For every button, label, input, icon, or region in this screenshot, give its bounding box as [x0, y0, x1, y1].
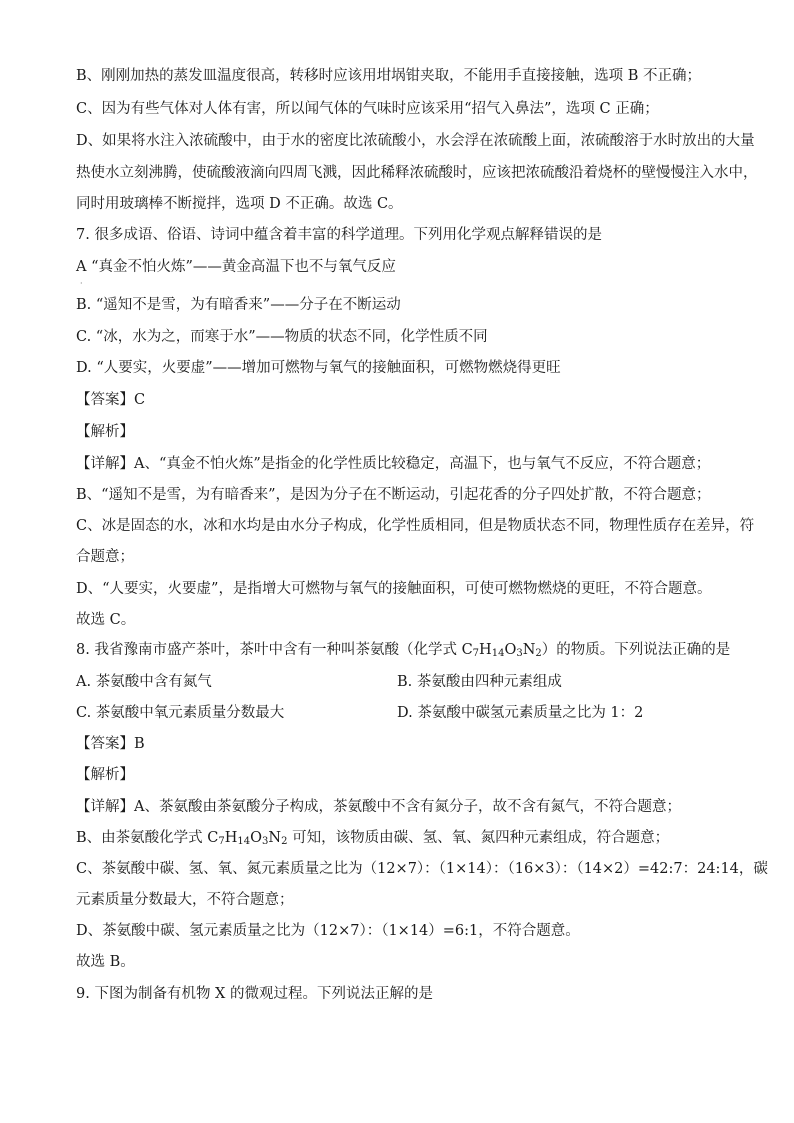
detail-line: C、冰是固态的水，冰和水均是由水分子构成，化学性质相同，但是物质状态不同，物理性质存在差异，符	[76, 518, 755, 534]
answer-8	[76, 734, 145, 754]
option-8c: C. 茶氨酸中氧元素质量分数最大	[76, 705, 285, 721]
detail-line: D、茶氨酸中碳、氢元素质量之比为（12×7）：（1×14）=6:1，不符合题意。	[76, 923, 580, 939]
answer-value: C	[134, 392, 146, 408]
detail-line: 故选 C。	[76, 612, 136, 628]
question-7: 7. 很多成语、俗语、诗词中蕴含着丰富的科学道理。下列用化学观点解释错误的是	[76, 227, 602, 243]
detail-text: B、由茶氨酸化学式	[76, 830, 208, 846]
detail-line: D、“人要实，火要虚”，是指增大可燃物与氧气的接触面积，可使可燃物燃烧的更旺，不符合题意。	[76, 581, 712, 597]
chemical-formula: $C_7H_{14}O_3N_2$	[461, 642, 542, 659]
text-line: 同时用玻璃棒不断搅拌，选项 D 不正确。故选 C。	[76, 196, 403, 212]
detail-line: 合题意；	[76, 549, 134, 565]
detail-line: B、“遥知不是雪，为有暗香来”，是因为分子在不断运动，引起花香的分子四处扩散，不符合题意；	[76, 487, 711, 503]
option-8a: A. 茶氨酸中含有氮气	[76, 674, 212, 690]
detail-line: 【详解】A、茶氨酸由茶氨酸分子构成，茶氨酸中不含有氮分子，故不含有氮气，不符合题意；	[76, 799, 681, 815]
analysis-label: 【解析】	[76, 424, 134, 440]
answer-value: B	[134, 736, 145, 752]
option-8b: B. 茶氨酸由四种元素组成	[397, 674, 562, 690]
option-7d: D. “人要实，火要虚”——增加可燃物与氧气的接触面积，可燃物燃烧得更旺	[76, 360, 561, 376]
question-8	[76, 640, 730, 660]
detail-line: 【详解】A、“真金不怕火炼”是指金的化学性质比较稳定，高温下，也与氧气不反应，不符合题意；	[76, 456, 711, 472]
chemical-formula: $C_7H_{14}O_3N_2$	[207, 830, 288, 847]
option-8d: D. 茶氨酸中碳氢元素质量之比为 1：2	[397, 705, 644, 721]
option-7b: B. “遥知不是雪，为有暗香来”——分子在不断运动	[76, 297, 401, 313]
question-8-text: ）的物质。下列说法正确的是	[541, 642, 731, 658]
answer-7	[76, 390, 145, 410]
text-line: C、因为有些气体对人体有害，所以闻气体的气味时应该采用“招气入鼻法”，选项 C 正确；	[76, 101, 659, 117]
text-line: D、如果将水注入浓硫酸中，由于水的密度比浓硫酸小，水会浮在浓硫酸上面，浓硫酸溶于水时放出的大量	[76, 133, 755, 149]
option-7c: C. “冰，水为之，而寒于水”——物质的状态不同，化学性质不同	[76, 329, 488, 345]
text-line: 热使水立刻沸腾，使硫酸液滴向四周飞溅，因此稀释浓硫酸时，应该把浓硫酸沿着烧杯的壁慢慢注入水中，	[76, 165, 758, 181]
detail-line: C、茶氨酸中碳、氢、氧、氮元素质量之比为（12×7）：（1×14）：（16×3）：（14×2）=42:7：24:14，碳	[76, 861, 768, 877]
text-line: B、刚刚加热的蒸发皿温度很高，转移时应该用坩埚钳夹取，不能用手直接接触，选项 B 不正确；	[76, 68, 702, 84]
option-7a: A “真金不怕火炼”——黄金高温下也不与氧气反应	[76, 259, 396, 275]
detail-text: 可知，该物质由碳、氢、氧、氮四种元素组成，符合题意；	[287, 830, 670, 846]
question-8-text: 8. 我省豫南市盛产茶叶，茶叶中含有一种叫茶氨酸（化学式	[76, 642, 462, 658]
detail-line: 元素质量分数最大，不符合题意；	[76, 892, 294, 908]
detail-line	[76, 828, 669, 848]
stray-mark: ·	[80, 279, 83, 288]
question-9: 9. 下图为制备有机物 X 的微观过程。下列说法正解的是	[76, 986, 433, 1002]
detail-line: 故选 B。	[76, 954, 135, 970]
answer-label: 【答案】	[76, 392, 134, 408]
analysis-label: 【解析】	[76, 767, 134, 783]
answer-label: 【答案】	[76, 736, 134, 752]
